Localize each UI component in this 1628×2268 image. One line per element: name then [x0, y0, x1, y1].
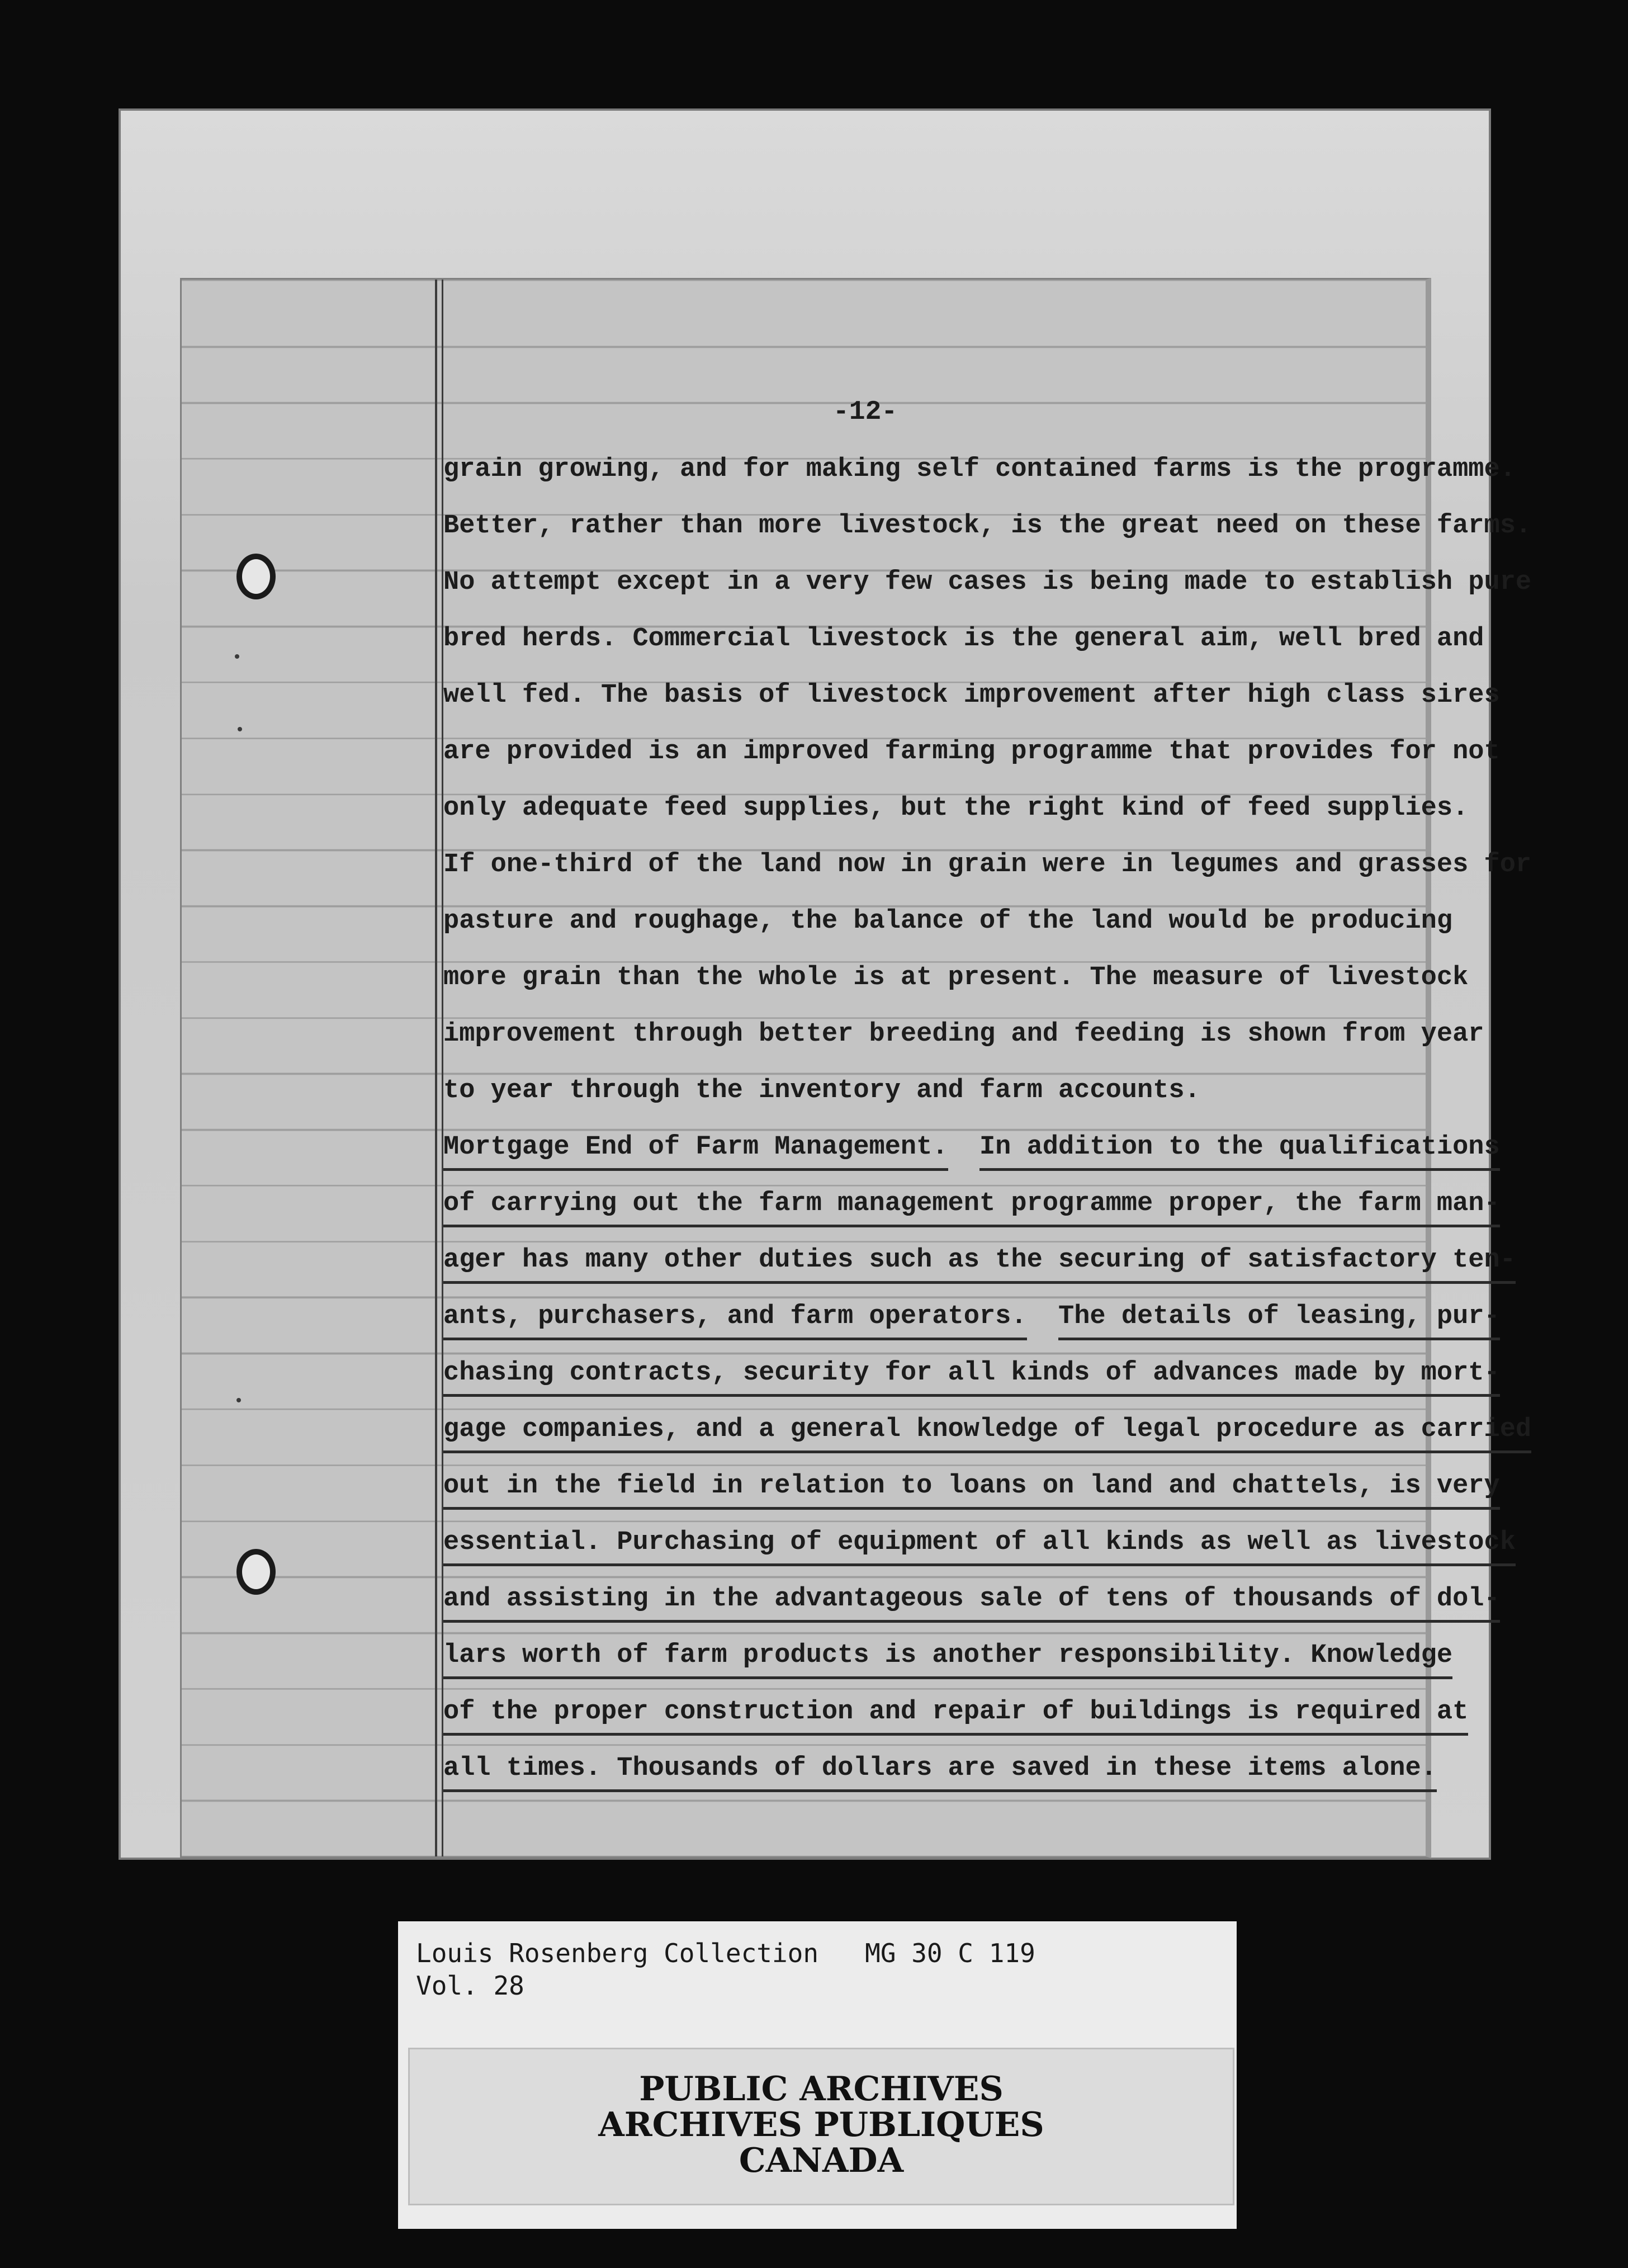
line-text: pasture and roughage, the balance of the land would be producing: [443, 906, 1453, 936]
text-line: [443, 730, 1500, 786]
line-text: only adequate feed supplies, but the right kind of feed supplies.: [443, 793, 1469, 823]
line-spacer-text: [948, 1132, 979, 1162]
line-text: Better, rather than more livestock, is the great need on these farms.: [443, 511, 1532, 541]
text-line: [443, 1407, 1532, 1464]
line-text: improvement through better breeding and feeding is shown from year: [443, 1019, 1484, 1049]
typed-text-block: [443, 447, 1532, 1803]
text-line: [443, 1351, 1500, 1407]
underlined-text: In addition to the qualifications: [979, 1127, 1500, 1171]
text-line: [443, 1520, 1516, 1577]
line-spacer-text: [1027, 1302, 1058, 1331]
archives-stamp: [408, 2048, 1234, 2205]
underlined-text: all times. Thousands of dollars are saved in these items alone.: [443, 1748, 1437, 1792]
text-line: [443, 956, 1469, 1012]
page-number: -12-: [833, 397, 898, 427]
underlined-text: of carrying out the farm management programme proper, the farm man-: [443, 1183, 1500, 1227]
collection-reference: Louis Rosenberg Collection MG 30 C 119: [416, 1938, 1035, 1968]
paper-mark: [236, 1398, 241, 1402]
text-line: [443, 447, 1516, 504]
punch-hole-top: [236, 554, 276, 599]
text-line: [443, 1125, 1500, 1182]
punch-hole-bottom: [236, 1549, 276, 1595]
underlined-text: The details of leasing, pur-: [1058, 1296, 1500, 1340]
underlined-text: ager has many other duties such as the securing of satisfactory ten-: [443, 1240, 1516, 1284]
text-line: [443, 1464, 1500, 1520]
underlined-text: and assisting in the advantageous sale of tens of thousands of dol-: [443, 1579, 1500, 1623]
text-line: [443, 899, 1453, 956]
underlined-text: of the proper construction and repair of buildings is required at: [443, 1691, 1468, 1736]
line-text: bred herds. Commercial livestock is the general aim, well bred and: [443, 624, 1484, 654]
volume-reference: Vol. 28: [416, 1971, 524, 2001]
text-line: [443, 1633, 1453, 1690]
underlined-text: Mortgage End of Farm Management.: [443, 1127, 948, 1171]
underlined-text: ants, purchasers, and farm operators.: [443, 1296, 1027, 1340]
underlined-text: out in the field in relation to loans on land and chattels, is very: [443, 1466, 1500, 1510]
paper-mark: [235, 654, 239, 659]
text-line: [443, 504, 1532, 560]
text-line: [443, 560, 1532, 617]
text-line: [443, 1182, 1500, 1238]
line-text: No attempt except in a very few cases is being made to establish pure: [443, 568, 1532, 597]
text-line: [443, 1012, 1484, 1069]
line-text: well fed. The basis of livestock improvement after high class sires: [443, 681, 1500, 710]
underlined-text: essential. Purchasing of equipment of all kinds as well as livestock: [443, 1522, 1516, 1566]
paper-mark: [238, 727, 242, 731]
stamp-line-2: ARCHIVES PUBLIQUES: [598, 2105, 1044, 2144]
text-line: [443, 843, 1532, 899]
margin-rule-left: [435, 280, 437, 1856]
text-line: [443, 786, 1469, 843]
text-line: [443, 617, 1484, 673]
underlined-text: chasing contracts, security for all kinds of advances made by mort-: [443, 1353, 1500, 1397]
archive-label: [398, 1921, 1237, 2229]
text-line: [443, 1577, 1500, 1633]
line-text: If one-third of the land now in grain were in legumes and grasses for: [443, 850, 1532, 880]
underlined-text: lars worth of farm products is another responsibility. Knowledge: [443, 1635, 1452, 1679]
underlined-text: gage companies, and a general knowledge of legal procedure as carried: [443, 1409, 1531, 1453]
text-line: [443, 1069, 1427, 1125]
line-text: grain growing, and for making self contained farms is the programme.: [443, 455, 1516, 484]
text-line: [443, 673, 1500, 730]
text-line: [443, 1690, 1469, 1746]
text-line: [443, 1746, 1437, 1803]
line-text: to year through the inventory and farm accounts.: [443, 1076, 1200, 1105]
stamp-line-1: PUBLIC ARCHIVES: [639, 2069, 1004, 2109]
stamp-line-3: CANADA: [739, 2141, 904, 2180]
text-line: [443, 1294, 1500, 1351]
text-line: [443, 1238, 1516, 1294]
line-text: are provided is an improved farming programme that provides for not: [443, 737, 1500, 767]
line-text: more grain than the whole is at present. The measure of livestock: [443, 963, 1469, 993]
